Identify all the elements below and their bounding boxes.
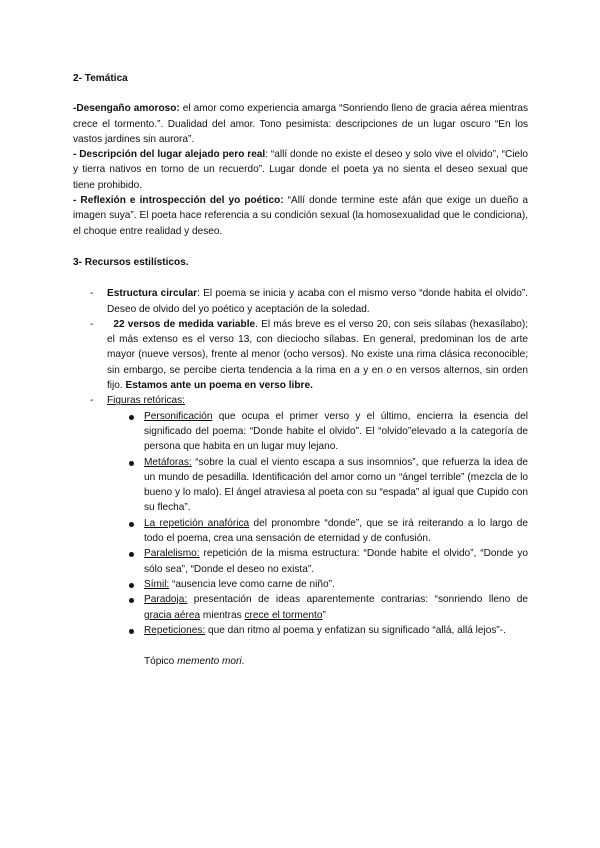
bullet-dot <box>129 552 134 557</box>
term-desengano: -Desengaño amoroso: <box>73 103 180 115</box>
recurso-estructura-circular: - Estructura circular: El poema se inicia y acaba con el mismo verso “donde habita el olvido”. Deseo de olvido del yo poético y aceptación de la soledad. <box>90 288 528 315</box>
recurso-versos-medida: - 22 versos de medida variable. El más breve es el verso 20, con seis sílabas (hexasílabo); el más extenso es el verso 13, con dieciocho sílabas. En general, predominan los de arte mayor (nueve versos), frente al menor (ocho versos). No existe una rima clásica reconocible; sin embargo, se percibe cierta tendencia a la rima en a y en o en versos alternos, sin orden fijo. Estamos ante un poema en verso libre. <box>90 318 529 392</box>
figura-repeticion-anaforica: La repetición anafórica del pronombre “donde”, que se irá reiterando a lo largo de todo el poema, crea una sensación de eternidad y de confusión. <box>73 516 528 547</box>
tematica-descripcion: - Descripción del lugar alejado pero real: “allí donde no existe el deseo y solo vive el olvido”, “Cielo y tierra nativos en torno de un recuerdo”. Lugar donde el poeta ya no sienta el deseo sexual que tiene prohibido. <box>73 149 529 191</box>
bullet-dot <box>129 522 134 527</box>
bullet-dot <box>129 415 134 420</box>
dash-marker: - <box>90 395 94 407</box>
figura-paradoja: Paradoja: presentación de ideas aparentemente contrarias: “sonriendo lleno de gracia aérea mientras crece el tormento” <box>73 592 528 623</box>
section-3-heading: 3- Recursos estilísticos. <box>73 256 189 268</box>
recurso-figuras-retoricas: - Figuras retóricas: <box>73 393 528 408</box>
tematica-desengano: -Desengaño amoroso: el amor como experiencia amarga “Sonriendo lleno de gracia aérea mientras crece el tormento.”. Dualidad del amor. Tono pesimista: descripciones de un lugar oscuro “En los vastos jardines sin aurora”. <box>73 103 528 145</box>
tematica-reflexion: - Reflexión e introspección del yo poético: “Allí donde termine este afán que exige un dueño a imagen suya”. El poeta hace referencia a su condición sexual (la homosexualidad que le condiciona), el choque entre realidad y deseo. <box>73 195 528 237</box>
figura-metaforas: Metáforas: “sobre la cual el viento escapa a sus insomnios”, que refuerza la idea de un mundo de pesadilla. Identificación del amor como un “ángel terrible” (mezcla de lo bueno y lo malo). El ángel atraviesa al poeta con su “espada” al igual que Cupido con su flecha”. <box>73 455 528 516</box>
bullet-dot <box>129 598 134 603</box>
topico-term: memento mori <box>177 656 242 668</box>
bullet-dot <box>129 583 134 588</box>
term-descripcion: - Descripción del lugar alejado pero real <box>73 149 266 161</box>
document-content <box>73 71 528 669</box>
section-2-heading: 2- Temática <box>73 73 128 84</box>
bullet-dot <box>129 461 134 466</box>
figura-personificacion: Personificación que ocupa el primer verso y el último, encierra la esencia del significado del poema: “Donde habite el olvido”. El “olvido”elevado a la categoría de persona que habita en un lugar muy lejano. <box>73 409 528 455</box>
bullet-dot <box>129 629 134 634</box>
dash-marker: - <box>90 318 94 330</box>
figura-repeticiones: Repeticiones: que dan ritmo al poema y enfatizan su significado “allá, allá lejos”-. <box>73 623 528 638</box>
topico-line: Tópico memento mori. <box>144 656 245 668</box>
term-reflexion: - Reflexión e introspección del yo poético: <box>73 195 284 207</box>
figura-paralelismo: Paralelismo: repetición de la misma estructura: “Donde habite el olvido”, “Donde yo sólo sea”, “Donde el deseo no exista”. <box>73 546 528 577</box>
dash-marker: - <box>90 288 94 300</box>
figura-simil: Símil: “ausencia leve como carne de niño”. <box>73 577 528 592</box>
